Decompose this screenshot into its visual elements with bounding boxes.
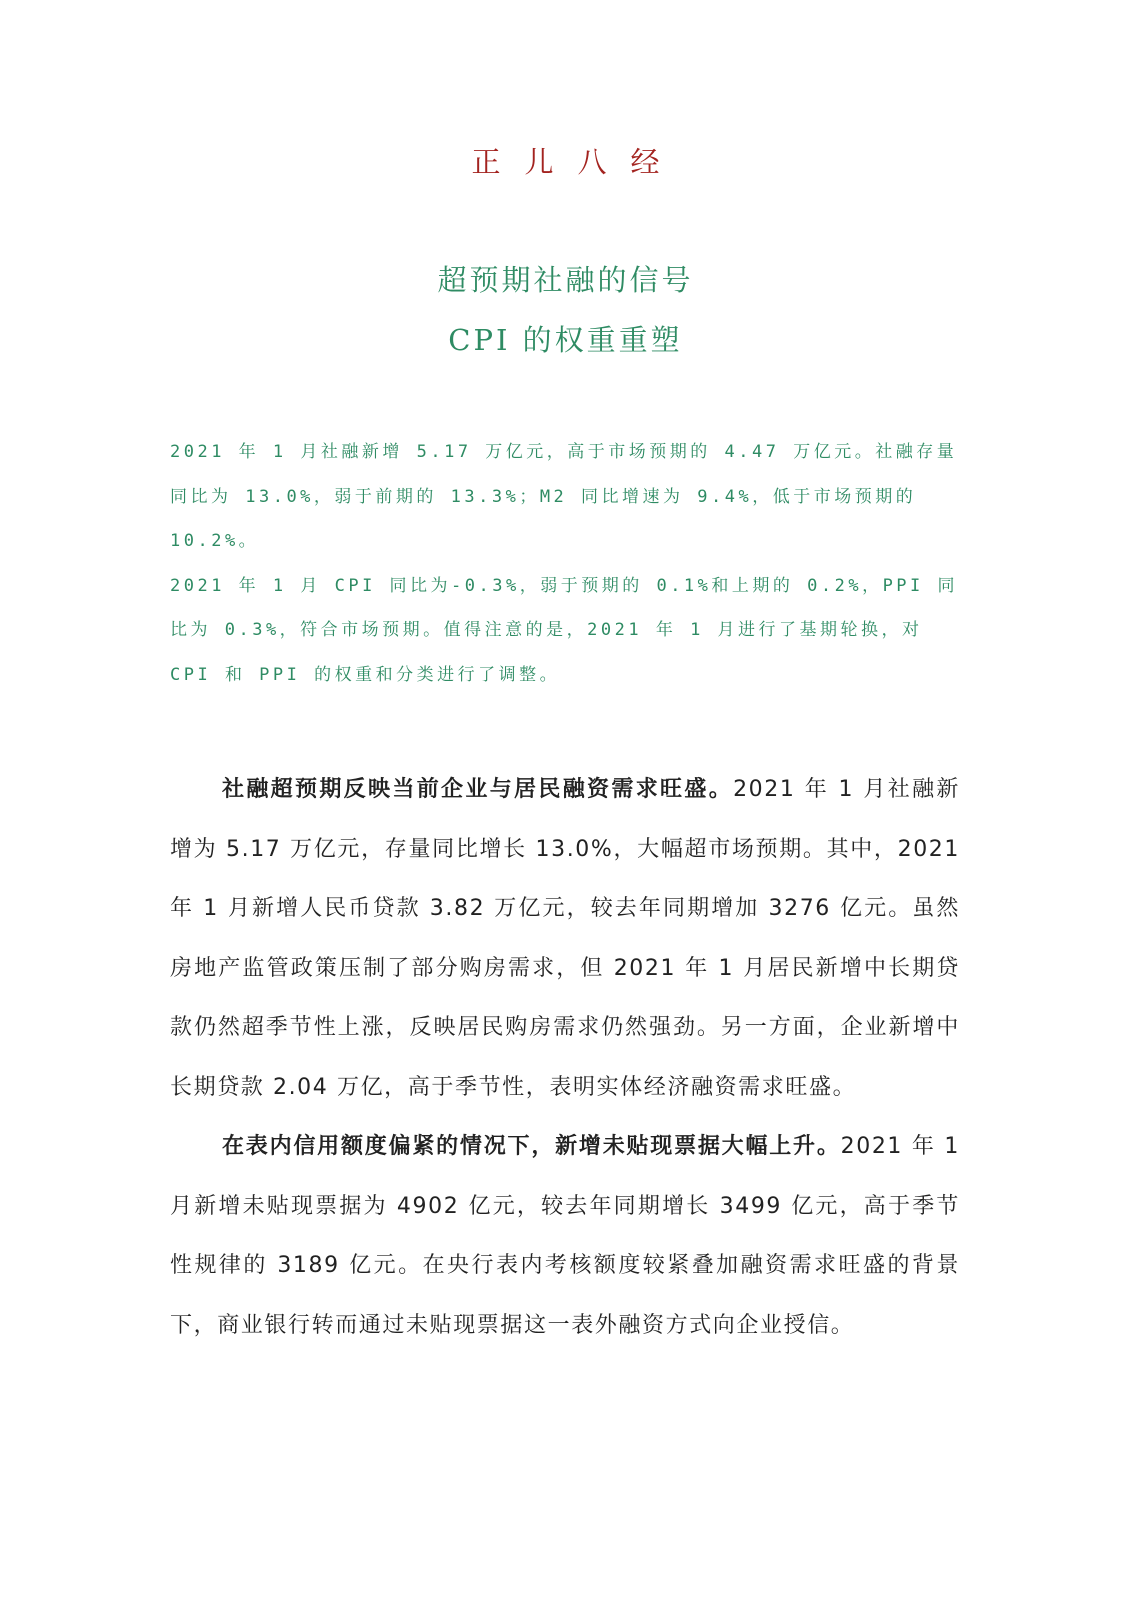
paragraph-text: 2021 年 1 月新增未贴现票据为 4902 亿元，较去年同期增长 3499 亿元，高于季节性规律的 3189 亿元。在央行表内考核额度较紧叠加融资需求旺盛的背景下，商业银行转而通过未贴现票据这一表外融资方式向企业授信。 bbox=[170, 1134, 960, 1338]
body-text bbox=[170, 760, 960, 1355]
body-paragraph-1 bbox=[170, 760, 960, 1117]
brand-title: 正儿八经 bbox=[471, 145, 684, 179]
title-line-1: 超预期社融的信号 bbox=[437, 263, 694, 297]
summary-paragraph-2: 2021 年 1 月 CPI 同比为-0.3%，弱于预期的 0.1%和上期的 0.2%，PPI 同比为 0.3%，符合市场预期。值得注意的是，2021 年 1 月进行了基期轮换，对 CPI 和 PPI 的权重和分类进行了调整。 bbox=[170, 575, 959, 685]
report-title bbox=[0, 260, 1131, 380]
paragraph-lead: 在表内信用额度偏紧的情况下，新增未贴现票据大幅上升。 bbox=[222, 1134, 841, 1159]
title-line-2: CPI 的权重重塑 bbox=[448, 323, 683, 357]
paragraph-text: 2021 年 1 月社融新增为 5.17 万亿元，存量同比增长 13.0%，大幅超市场预期。其中，2021 年 1 月新增人民币贷款 3.82 万亿元，较去年同期增加 3276 亿元。虽然房地产监管政策压制了部分购房需求，但 2021 年 1 月居民新增中长期贷款仍然超季节性上涨，反映居民购房需求仍然强劲。另一方面，企业新增中长期贷款 2.04 万亿，高于季节性，表明实体经济融资需求旺盛。 bbox=[170, 777, 960, 1100]
body-paragraph-2 bbox=[170, 1117, 960, 1355]
summary-paragraph-1: 2021 年 1 月社融新增 5.17 万亿元，高于市场预期的 4.47 万亿元。社融存量同比为 13.0%，弱于前期的 13.3%；M2 同比增速为 9.4%，低于市场预期的 10.2%。 bbox=[170, 442, 958, 551]
paragraph-lead: 社融超预期反映当前企业与居民融资需求旺盛。 bbox=[222, 777, 734, 802]
summary-block bbox=[170, 430, 960, 697]
